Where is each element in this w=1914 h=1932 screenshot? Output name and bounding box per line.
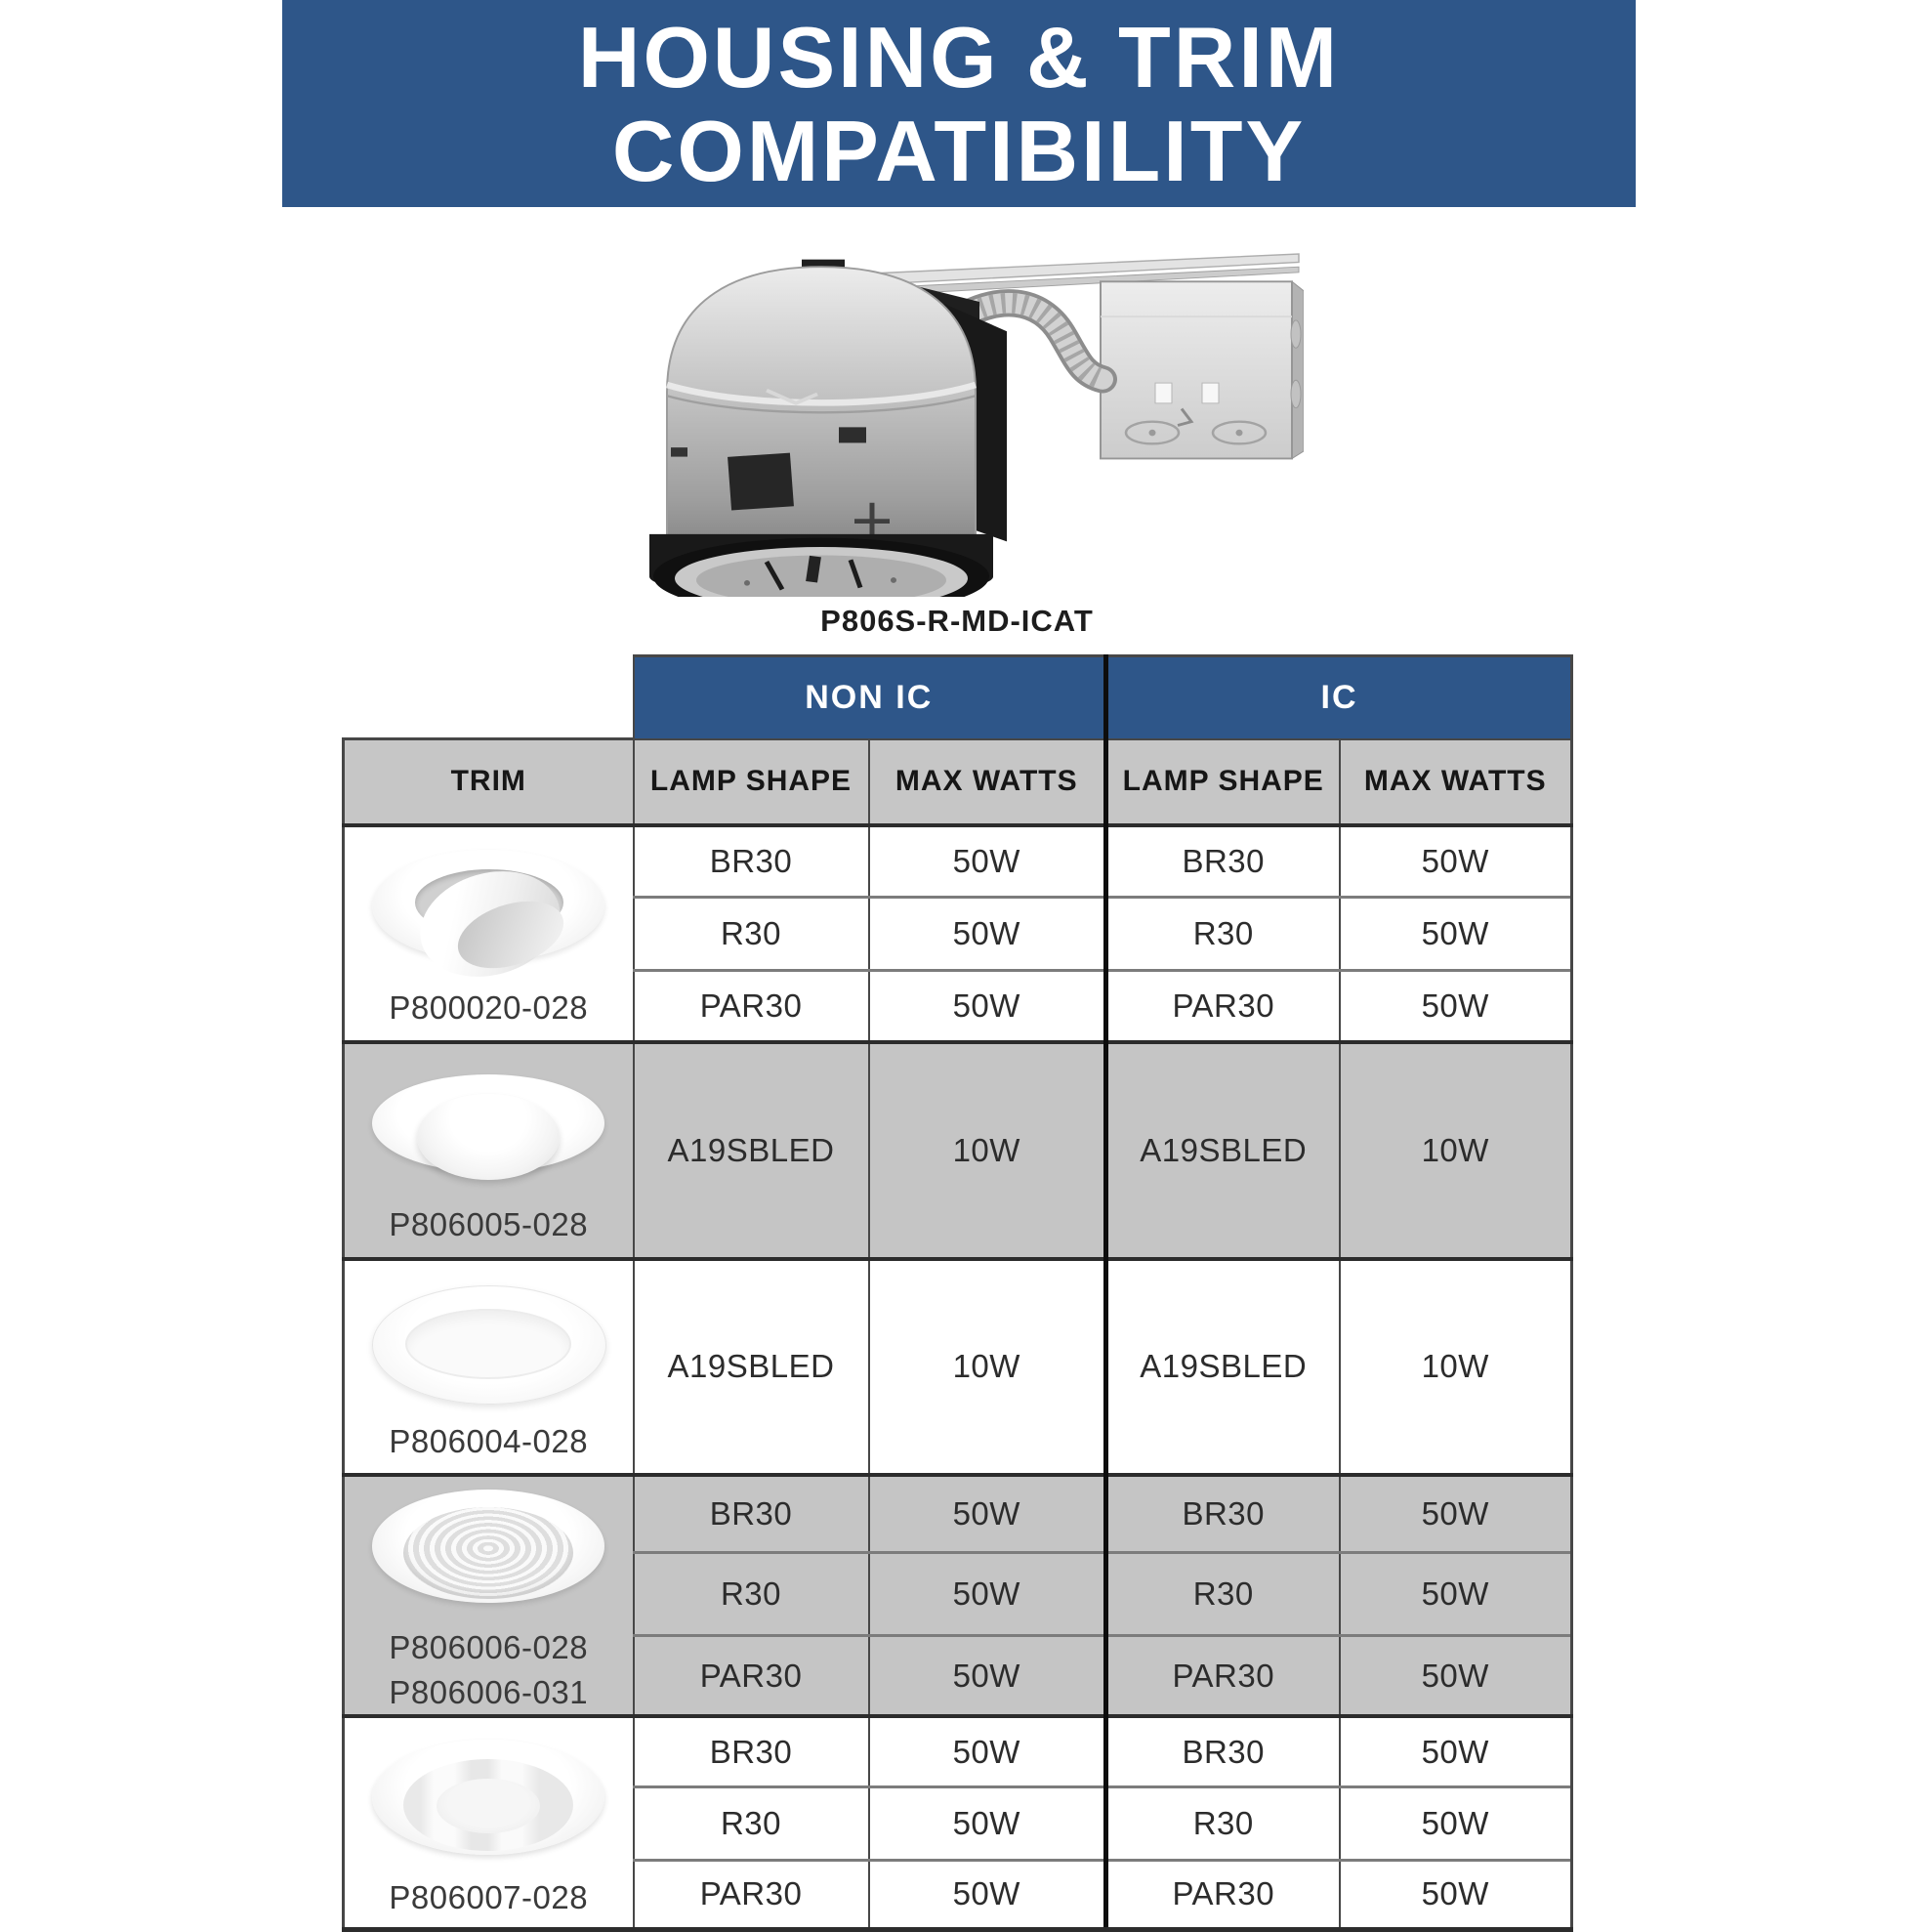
cell-ic-lamp: A19SBLED <box>1106 1042 1340 1259</box>
cell-nonic-lamp: A19SBLED <box>634 1259 869 1475</box>
cell-nonic-watts: 50W <box>869 1636 1106 1717</box>
trim-product <box>345 1727 633 1919</box>
cell-ic-watts: 50W <box>1340 1786 1572 1860</box>
shower-lens-trim-image <box>372 1067 604 1190</box>
trim-product <box>345 1054 633 1246</box>
page-title-line1: HOUSING & TRIM <box>577 9 1341 105</box>
trim-baffle-ribs <box>403 1507 573 1599</box>
housing-model-code: P806S-R-MD-ICAT <box>820 604 1094 638</box>
cell-nonic-watts: 50W <box>869 898 1106 971</box>
cell-ic-watts: 10W <box>1340 1259 1572 1475</box>
cell-nonic-watts: 50W <box>869 971 1106 1042</box>
trim-product <box>345 837 633 1029</box>
cell-ic-watts: 50W <box>1340 1475 1572 1553</box>
housing-product-photo <box>620 237 1304 597</box>
trim-code: P806005-028 <box>389 1206 589 1243</box>
cell-nonic-watts: 50W <box>869 825 1106 898</box>
cell-nonic-lamp: A19SBLED <box>634 1042 869 1259</box>
baffle-trim-image <box>372 1490 604 1613</box>
cell-ic-lamp: R30 <box>1106 1786 1340 1860</box>
group-header-non-ic: NON IC <box>634 656 1106 739</box>
cell-nonic-lamp: R30 <box>634 1786 869 1860</box>
column-header-ic-lamp-shape: LAMP SHAPE <box>1106 739 1340 825</box>
cell-nonic-watts: 50W <box>869 1475 1106 1553</box>
junction-box <box>1101 281 1304 458</box>
cell-ic-watts: 50W <box>1340 898 1572 971</box>
trim-code: P806007-028 <box>389 1878 589 1915</box>
trim-product <box>345 1271 633 1463</box>
can-body <box>649 260 1007 597</box>
cell-ic-watts: 50W <box>1340 1860 1572 1929</box>
trim-code: P806006-031 <box>389 1674 589 1711</box>
cell-ic-watts: 50W <box>1340 825 1572 898</box>
cell-ic-lamp: PAR30 <box>1106 1860 1340 1929</box>
compatibility-table-wrap <box>342 654 1573 1932</box>
blank-corner-cell <box>344 656 634 739</box>
title-banner <box>282 0 1636 207</box>
column-header-ic-max-watts: MAX WATTS <box>1340 739 1572 825</box>
cell-ic-lamp: R30 <box>1106 898 1340 971</box>
trim-cell <box>344 1042 634 1259</box>
cell-ic-lamp: A19SBLED <box>1106 1259 1340 1475</box>
trim-center <box>437 1779 540 1833</box>
cell-nonic-lamp: BR30 <box>634 825 869 898</box>
cell-ic-lamp: BR30 <box>1106 1475 1340 1553</box>
cell-ic-lamp: R30 <box>1106 1553 1340 1636</box>
cell-nonic-lamp: PAR30 <box>634 1860 869 1929</box>
cell-nonic-lamp: BR30 <box>634 1716 869 1786</box>
cell-nonic-watts: 50W <box>869 1716 1106 1786</box>
cell-ic-watts: 50W <box>1340 1716 1572 1786</box>
trim-inner-ring <box>405 1309 571 1379</box>
trim-cell <box>344 1716 634 1929</box>
cell-nonic-lamp: PAR30 <box>634 1636 869 1717</box>
compatibility-table <box>342 654 1573 1932</box>
cell-ic-watts: 50W <box>1340 971 1572 1042</box>
cell-nonic-lamp: R30 <box>634 1553 869 1636</box>
trim-code: P800020-028 <box>389 989 589 1027</box>
page-title-line2: COMPATIBILITY <box>611 103 1307 199</box>
cell-nonic-watts: 50W <box>869 1786 1106 1860</box>
eyeball-trim-image <box>372 850 604 973</box>
cell-nonic-lamp: PAR30 <box>634 971 869 1042</box>
trim-cell <box>344 1475 634 1717</box>
cell-nonic-watts: 10W <box>869 1259 1106 1475</box>
open-reflector-trim-image <box>372 1740 604 1863</box>
cell-ic-watts: 50W <box>1340 1553 1572 1636</box>
column-header-trim: TRIM <box>344 739 634 825</box>
trim-product <box>345 1477 633 1715</box>
trim-code: P806006-028 <box>389 1628 589 1665</box>
cell-nonic-watts: 50W <box>869 1860 1106 1929</box>
cell-ic-lamp: PAR30 <box>1106 971 1340 1042</box>
flush-trim-image <box>372 1283 604 1407</box>
cell-ic-watts: 10W <box>1340 1042 1572 1259</box>
trim-code: P806004-028 <box>389 1422 589 1459</box>
cell-ic-lamp: BR30 <box>1106 1716 1340 1786</box>
group-header-ic: IC <box>1106 656 1572 739</box>
cell-nonic-watts: 50W <box>869 1553 1106 1636</box>
trim-cell <box>344 825 634 1042</box>
column-header-nonic-lamp-shape: LAMP SHAPE <box>634 739 869 825</box>
cell-ic-watts: 50W <box>1340 1636 1572 1717</box>
cell-ic-lamp: BR30 <box>1106 825 1340 898</box>
cell-ic-lamp: PAR30 <box>1106 1636 1340 1717</box>
cell-nonic-watts: 10W <box>869 1042 1106 1259</box>
trim-lens <box>417 1094 560 1180</box>
cell-nonic-lamp: R30 <box>634 898 869 971</box>
column-header-nonic-max-watts: MAX WATTS <box>869 739 1106 825</box>
cell-nonic-lamp: BR30 <box>634 1475 869 1553</box>
trim-cell <box>344 1259 634 1475</box>
